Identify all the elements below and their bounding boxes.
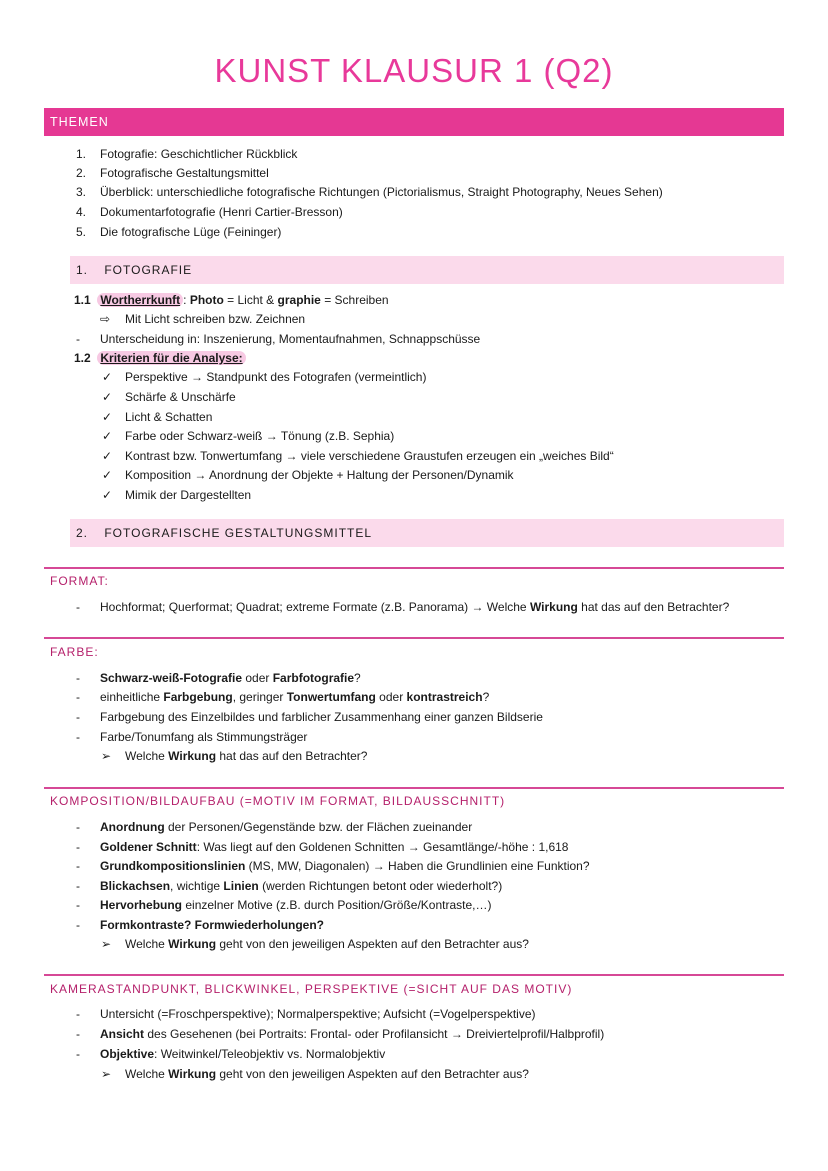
divider — [44, 637, 784, 639]
dash-marker: - — [76, 600, 80, 614]
text: der Personen/Gegenstände bzw. der Flächen zueinander — [164, 820, 473, 834]
check-icon: ✓ — [102, 370, 113, 384]
dash-marker: - — [76, 840, 80, 854]
section-header-gestaltungsmittel — [70, 519, 784, 547]
term: Farbgebung — [163, 690, 233, 704]
farbe-line: Farbe/Tonumfang als Stimmungsträger — [100, 730, 308, 744]
farbe-header: FARBE: — [50, 645, 99, 659]
wirkung-term: Wirkung — [168, 749, 217, 763]
farbe-line — [100, 670, 361, 686]
text: Welche — [125, 1067, 169, 1081]
dash-marker: - — [76, 879, 80, 893]
text: , wichtige — [170, 879, 224, 893]
check-icon: ✓ — [102, 449, 113, 463]
check-icon: ✓ — [102, 488, 113, 502]
dash-marker: - — [76, 820, 80, 834]
list-item: Komposition → Anordnung der Objekte + Haltung der Personen/Dynamik — [125, 468, 514, 482]
komposition-header: KOMPOSITION/BILDAUFBAU (=MOTIV IM FORMAT, BILDAUSSCHNITT) — [50, 794, 506, 808]
dash-marker: - — [76, 671, 80, 685]
dash-marker: - — [76, 1007, 80, 1021]
text: : Was liegt auf den Goldenen Schnitten → Gesamtlänge/-höhe : 1,618 — [196, 840, 569, 854]
text: = Schreiben — [320, 293, 389, 307]
text: ? — [354, 671, 361, 685]
arrowhead-bullet-icon: ➢ — [101, 749, 112, 763]
list-number: 2. — [76, 166, 87, 180]
kamera-line — [100, 1026, 604, 1042]
text: = Licht & — [223, 293, 278, 307]
section-number: 1. — [76, 263, 89, 277]
text: Welche — [125, 749, 169, 763]
komposition-line — [100, 858, 590, 874]
divider — [44, 787, 784, 789]
format-header: FORMAT: — [50, 574, 109, 588]
kamera-line — [100, 1046, 385, 1062]
list-item: Perspektive → Standpunkt des Fotografen (vermeintlich) — [125, 370, 427, 384]
list-item: Schärfe & Unschärfe — [125, 390, 236, 404]
arrowhead-bullet-icon: ➢ — [101, 937, 112, 951]
sub-line: Mit Licht schreiben bzw. Zeichnen — [125, 312, 306, 326]
komposition-line — [100, 897, 491, 913]
wirkung-term: Wirkung — [168, 1067, 217, 1081]
section-number: 2. — [76, 526, 89, 540]
wirkung-question — [125, 748, 367, 764]
list-number: 4. — [76, 205, 87, 219]
kamera-line: Untersicht (=Froschperspektive); Normalperspektive; Aufsicht (=Vogelperspektive) — [100, 1007, 536, 1021]
text: oder — [242, 671, 273, 685]
text: (MS, MW, Diagonalen) → Haben die Grundlinien eine Funktion? — [245, 859, 590, 873]
dash-marker: - — [76, 710, 80, 724]
list-number: 3. — [76, 185, 87, 199]
list-item: Farbe oder Schwarz-weiß → Tönung (z.B. Sephia) — [125, 429, 395, 443]
farbe-line — [100, 689, 489, 705]
term: Linien — [223, 879, 259, 893]
text: geht von den jeweiligen Aspekten auf den Betrachter aus? — [216, 937, 529, 951]
farbe-line: Farbgebung des Einzelbildes und farblicher Zusammenhang einer ganzen Bildserie — [100, 710, 543, 724]
arrowhead-bullet-icon: ➢ — [101, 1067, 112, 1081]
text: oder — [375, 690, 407, 704]
text: ? — [482, 690, 490, 704]
text: : — [183, 293, 190, 307]
list-number: 1. — [76, 147, 87, 161]
term: kontrastreich — [406, 690, 483, 704]
term: Anordnung — [100, 820, 165, 834]
dash-marker: - — [76, 898, 80, 912]
komposition-line — [100, 917, 324, 933]
dash-marker: - — [76, 1047, 80, 1061]
kriterien-label: Kriterien für die Analyse: — [100, 351, 243, 365]
term: Schwarz-weiß-Fotografie — [100, 671, 243, 685]
list-item: Dokumentarfotografie (Henri Cartier-Bresson) — [100, 205, 343, 219]
term: Tonwertumfang — [286, 690, 376, 704]
text: Welche — [125, 937, 169, 951]
dash-marker: - — [76, 730, 80, 744]
term: Goldener Schnitt — [100, 840, 197, 854]
term: Hervorhebung — [100, 898, 183, 912]
themen-header: THEMEN — [44, 108, 784, 136]
dash-marker: - — [76, 690, 80, 704]
komposition-line — [100, 878, 502, 894]
graphie-term: graphie — [277, 293, 321, 307]
list-item: Überblick: unterschiedliche fotografische Richtungen (Pictorialismus, Straight Photography, Neues Sehen) — [100, 185, 663, 199]
divider — [44, 974, 784, 976]
list-item: Fotografie: Geschichtlicher Rückblick — [100, 147, 298, 161]
list-item: Licht & Schatten — [125, 410, 213, 424]
list-item: Kontrast bzw. Tonwertumfang → viele verschiedene Graustufen erzeugen ein „weiches Bild“ — [125, 449, 614, 463]
term: Ansicht — [100, 1027, 145, 1041]
section-title: FOTOGRAFIE — [104, 263, 193, 277]
wirkung-question — [125, 936, 529, 952]
text: (werden Richtungen betont oder wiederholt?) — [258, 879, 503, 893]
term: Blickachsen — [100, 879, 171, 893]
point-number: 1.2 — [74, 351, 91, 365]
page-title: KUNST KLAUSUR 1 (Q2) — [214, 52, 614, 89]
check-icon: ✓ — [102, 390, 113, 404]
text: einheitliche — [100, 690, 164, 704]
komposition-line — [100, 839, 568, 855]
list-item: Fotografische Gestaltungsmittel — [100, 166, 269, 180]
check-icon: ✓ — [102, 429, 113, 443]
section-header-fotografie — [70, 256, 784, 284]
dash-line: Unterscheidung in: Inszenierung, Momentaufnahmen, Schnappschüsse — [100, 332, 481, 346]
text: , geringer — [232, 690, 287, 704]
arrow-icon: ⇨ — [100, 312, 111, 326]
list-item: Die fotografische Lüge (Feininger) — [100, 225, 282, 239]
term: Objektive — [100, 1047, 155, 1061]
section-title: FOTOGRAFISCHE GESTALTUNGSMITTEL — [104, 526, 373, 540]
photo-term: Photo — [189, 293, 224, 307]
text: : Weitwinkel/Teleobjektiv vs. Normalobjektiv — [154, 1047, 386, 1061]
term: Formkontraste? Formwiederholungen? — [100, 918, 325, 932]
check-icon: ✓ — [102, 410, 113, 424]
dash-marker: - — [76, 918, 80, 932]
wortherkunft-label: Wortherrkunft — [100, 293, 181, 307]
format-line — [100, 599, 729, 615]
text: hat das auf den Betrachter? — [577, 600, 730, 614]
point-number: 1.1 — [74, 293, 91, 307]
term: Farbfotografie — [272, 671, 355, 685]
wirkung-term: Wirkung — [168, 937, 217, 951]
divider — [44, 567, 784, 569]
term: Grundkompositionslinien — [100, 859, 246, 873]
text: Hochformat; Querformat; Quadrat; extreme Formate (z.B. Panorama) → Welche — [100, 600, 530, 614]
text: hat das auf den Betrachter? — [216, 749, 368, 763]
kamera-header: KAMERASTANDPUNKT, BLICKWINKEL, PERSPEKTIVE (=SICHT AUF DAS MOTIV) — [50, 982, 573, 996]
komposition-line — [100, 819, 472, 835]
text: geht von den jeweiligen Aspekten auf den Betrachter aus? — [216, 1067, 529, 1081]
list-item: Mimik der Dargestellten — [125, 488, 252, 502]
check-icon: ✓ — [102, 468, 113, 482]
text: einzelner Motive (z.B. durch Position/Größe/Kontraste,…) — [182, 898, 492, 912]
dash-marker: - — [76, 332, 80, 346]
kriterien-line — [74, 350, 246, 366]
dash-marker: - — [76, 859, 80, 873]
wirkung-term: Wirkung — [529, 600, 578, 614]
wortherkunft-line — [74, 292, 389, 308]
dash-marker: - — [76, 1027, 80, 1041]
text: des Gesehenen (bei Portraits: Frontal- oder Profilansicht → Dreiviertelprofil/Halbprofil) — [144, 1027, 605, 1041]
wirkung-question — [125, 1066, 529, 1082]
list-number: 5. — [76, 225, 87, 239]
